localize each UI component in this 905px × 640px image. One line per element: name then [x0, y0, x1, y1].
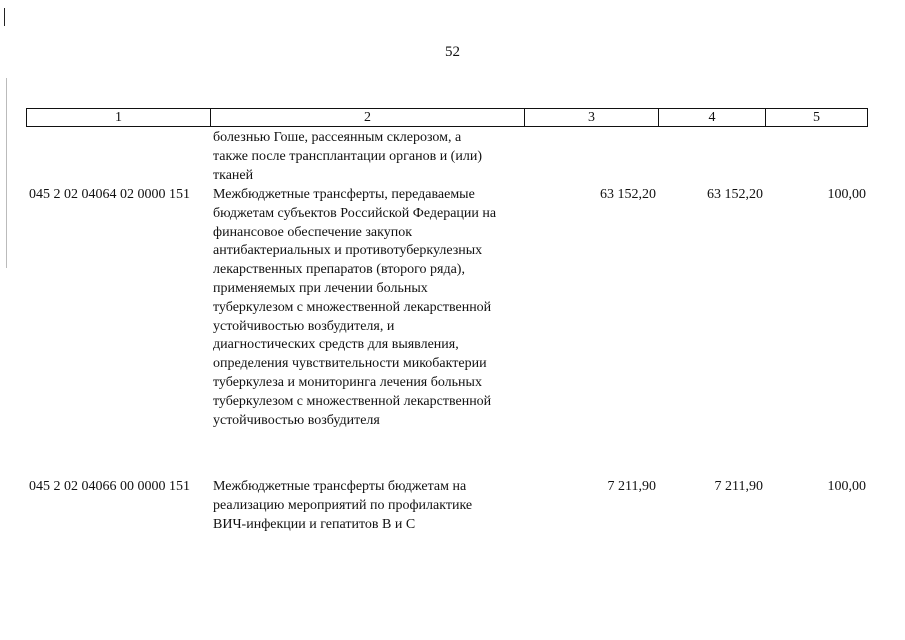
description-line: определения чувствительности микобактерии [213, 356, 487, 372]
row-1-col-5-value: 100,00 [827, 187, 866, 202]
description-line: устойчивостью возбудителя [213, 412, 380, 428]
description-line: Межбюджетные трансферты, передаваемые [213, 187, 475, 202]
description-line: ВИЧ-инфекции и гепатитов В и С [213, 516, 416, 532]
page-number: 52 [445, 44, 460, 60]
row-2-col-4-value: 7 211,90 [714, 479, 763, 494]
header-col-1: 1 [27, 109, 211, 126]
description-line: Межбюджетные трансферты бюджетам на [213, 479, 467, 494]
continuation-line: болезнью Гоше, рассеянным склерозом, а [213, 130, 462, 145]
margin-mark [4, 8, 5, 26]
description-line: реализацию мероприятий по профилактике [213, 497, 473, 513]
description-line: финансовое обеспечение закупок [213, 224, 413, 240]
description-line: применяемых при лечении больных [213, 280, 428, 296]
continuation-text [213, 129, 533, 185]
row-1-description [213, 186, 533, 430]
continuation-line: тканей [213, 167, 254, 183]
row-2-col-5-value: 100,00 [827, 479, 866, 494]
margin-line [6, 78, 7, 268]
header-col-2: 2 [211, 109, 525, 126]
row-2-description [213, 478, 533, 534]
row-2-col-3-value: 7 211,90 [607, 479, 656, 494]
description-line: устойчивостью возбудителя, и [213, 318, 395, 334]
row-1-col-4-value: 63 152,20 [707, 187, 763, 202]
table-header-row [26, 108, 868, 127]
description-line: бюджетам субъектов Российской Федерации на [213, 205, 497, 221]
description-line: туберкулезом с множественной лекарственной [213, 299, 492, 315]
row-1-col-3-value: 63 152,20 [600, 187, 656, 202]
description-line: диагностических средств для выявления, [213, 337, 459, 353]
row-1-code: 045 2 02 04064 02 0000 151 [29, 187, 190, 202]
description-line: лекарственных препаратов (второго ряда), [213, 262, 465, 278]
header-col-3: 3 [525, 109, 659, 126]
row-2-code: 045 2 02 04066 00 0000 151 [29, 479, 190, 494]
header-col-4: 4 [659, 109, 766, 126]
description-line: туберкулезом с множественной лекарственной [213, 393, 492, 409]
description-line: туберкулеза и мониторинга лечения больных [213, 374, 482, 390]
description-line: антибактериальных и противотуберкулезных [213, 243, 483, 259]
header-col-5: 5 [813, 110, 820, 125]
continuation-line: также после трансплантации органов и (или) [213, 148, 482, 164]
